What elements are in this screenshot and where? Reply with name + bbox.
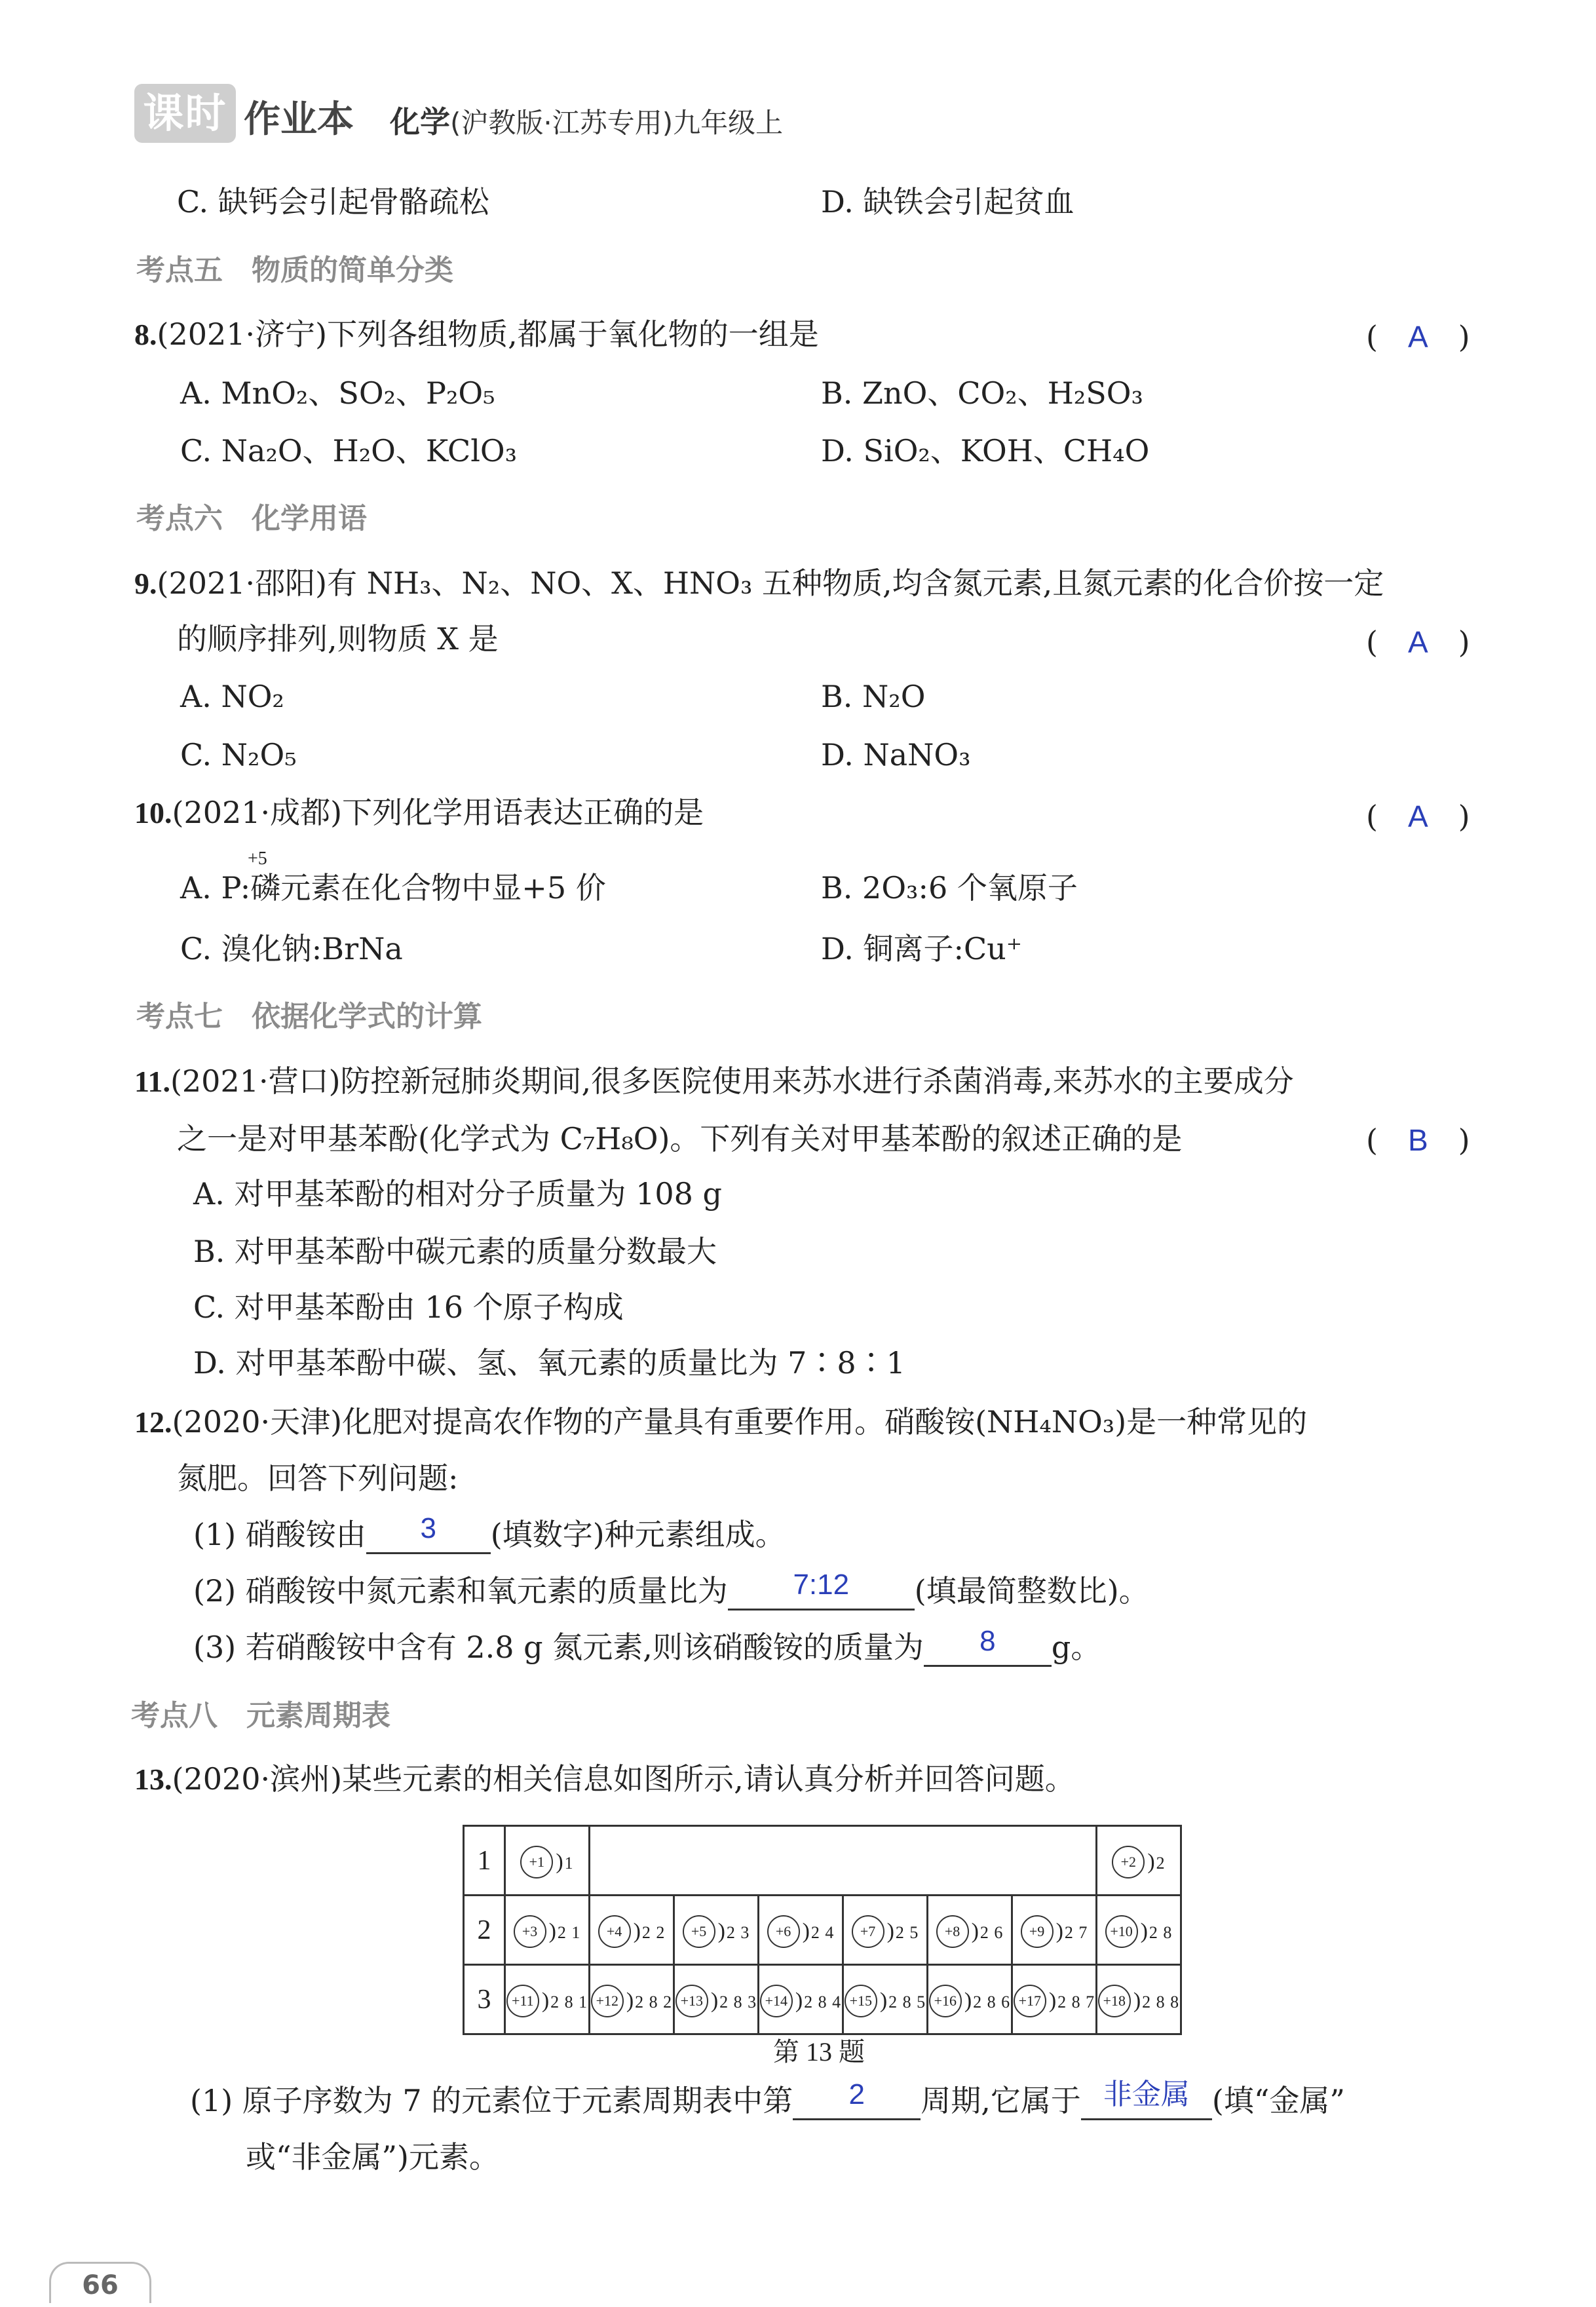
atom-structure-diagram	[767, 1915, 835, 1948]
section-6-heading: 考点六 化学用语	[136, 502, 367, 535]
nucleus-charge: +16	[929, 1985, 962, 2017]
nucleus-charge: +6	[767, 1915, 800, 1948]
q10-answer: A	[1407, 799, 1428, 833]
q13-part1-pre: (1) 原子序数为 7 的元素位于元素周期表中第	[190, 2083, 793, 2118]
atom-structure-diagram	[506, 1985, 588, 2017]
q12-part1-post: (填数字)种元素组成。	[490, 1517, 786, 1552]
q12-part3-post: g。	[1051, 1630, 1101, 1665]
element-cell	[674, 1896, 759, 1965]
element-cell	[590, 1965, 674, 2034]
q8-option-d: D. SiO₂、KOH、CH₄O	[821, 433, 1150, 468]
q13-part1-line2: 或“非金属”)元素。	[246, 2139, 499, 2175]
q12-part1-blank[interactable]	[366, 1512, 491, 1554]
electron-shells: ) 1	[556, 1850, 573, 1875]
atom-structure-diagram	[1014, 1985, 1095, 2017]
q9-option-a: A. NO₂	[180, 679, 284, 714]
element-cell	[928, 1965, 1012, 2034]
q13-text: (2020·滨州)某些元素的相关信息如图所示,请认真分析并回答问题。	[172, 1761, 1075, 1797]
atom-structure-diagram	[675, 1985, 757, 2017]
nucleus-charge: +12	[591, 1985, 624, 2017]
q13-number: 13.	[134, 1763, 172, 1796]
element-cell	[843, 1965, 928, 2034]
q9-option-b: B. N₂O	[821, 679, 926, 714]
electron-shells: ) 2 8 6	[964, 1989, 1010, 2013]
q13-part1	[190, 2078, 1345, 2120]
q12-part3-answer: 8	[979, 1625, 996, 1657]
atom-structure-diagram	[1098, 1985, 1179, 2017]
empty-span	[590, 1826, 1097, 1896]
nucleus-charge: +18	[1098, 1985, 1131, 2017]
q11-stem-line2: 之一是对甲基苯酚(化学式为 C₇H₈O)。下列有关对甲基苯酚的叙述正确的是	[177, 1121, 1183, 1156]
q8-option-b: B. ZnO、CO₂、H₂SO₃	[821, 375, 1143, 411]
nucleus-charge: +8	[936, 1915, 969, 1948]
q12-stem-line1	[134, 1402, 1307, 1442]
q7-option-d: D. 缺铁会引起贫血	[821, 184, 1074, 219]
element-cell	[1012, 1896, 1097, 1965]
q10-valence-mark: +5	[248, 848, 267, 869]
q8-answer: A	[1407, 320, 1428, 354]
atom-structure-diagram	[683, 1915, 750, 1948]
q11-number: 11.	[134, 1065, 170, 1098]
q12-part1-answer: 3	[420, 1512, 437, 1544]
q13-part1-post: (填“金属”	[1211, 2083, 1345, 2118]
period-row	[464, 1965, 1181, 2034]
atom-structure-diagram	[1112, 1846, 1165, 1878]
q12-part3-blank[interactable]	[924, 1625, 1052, 1667]
q13-part1-blank2[interactable]	[1081, 2078, 1212, 2120]
series-logo: 课时	[134, 84, 236, 143]
element-cell	[505, 1826, 590, 1896]
q10-option-b: B. 2O₃:6 个氧原子	[821, 870, 1078, 906]
q13-part1-answer1: 2	[848, 2078, 865, 2110]
q13-part1-mid: 周期,它属于	[921, 2083, 1081, 2118]
nucleus-charge: +5	[683, 1915, 715, 1948]
period-row	[464, 1896, 1181, 1965]
q9-answer-box: ( A )	[1366, 624, 1470, 660]
atom-structure-diagram	[845, 1985, 926, 2017]
q12-stem-line2: 氮肥。回答下列问题:	[177, 1460, 459, 1496]
electron-shells: ) 2 1	[549, 1919, 581, 1944]
section-7-heading: 考点七 依据化学式的计算	[136, 1000, 482, 1033]
electron-shells: ) 2 6	[972, 1919, 1004, 1944]
q12-part2-post: (填最简整数比)。	[914, 1573, 1149, 1609]
q8-text: (2021·济宁)下列各组物质,都属于氧化物的一组是	[157, 316, 819, 352]
q11-option-c: C. 对甲基苯酚由 16 个原子构成	[193, 1289, 624, 1325]
electron-shells: ) 2 5	[887, 1919, 919, 1944]
electron-shells: ) 2 3	[718, 1919, 750, 1944]
element-cell	[1097, 1826, 1181, 1896]
q9-number: 9.	[134, 567, 157, 600]
electron-shells: ) 2 7	[1056, 1919, 1088, 1944]
q11-answer: B	[1407, 1123, 1428, 1157]
q13-part1-blank1[interactable]	[793, 2078, 921, 2120]
atom-structure-diagram	[514, 1915, 581, 1948]
electron-shells: ) 2 8 1	[542, 1989, 588, 2013]
q12-number: 12.	[134, 1405, 172, 1439]
element-cell	[1097, 1965, 1181, 2034]
nucleus-charge: +4	[598, 1915, 631, 1948]
q12-part1-pre: (1) 硝酸铵由	[193, 1517, 366, 1552]
element-cell	[1012, 1965, 1097, 2034]
q10-stem	[134, 793, 704, 833]
electron-shells: ) 2	[1147, 1850, 1165, 1875]
q11-answer-box: ( B )	[1366, 1122, 1470, 1158]
q9-text: (2021·邵阳)有 NH₃、N₂、NO、X、HNO₃ 五种物质,均含氮元素,且氮元素的化合价按一定	[157, 565, 1384, 601]
atom-structure-diagram	[760, 1985, 841, 2017]
q7-option-c: C. 缺钙会引起骨骼疏松	[177, 184, 489, 219]
atom-structure-diagram	[1105, 1915, 1173, 1948]
q8-number: 8.	[134, 318, 157, 351]
q8-option-a: A. MnO₂、SO₂、P₂O₅	[180, 375, 495, 411]
q8-answer-box: ( A )	[1366, 319, 1470, 354]
period-label: 3	[464, 1965, 505, 2034]
period-label: 2	[464, 1896, 505, 1965]
page-number: 66	[49, 2262, 151, 2303]
q13-stem	[134, 1759, 1075, 1799]
q11-stem-line1	[134, 1061, 1294, 1101]
periodic-table-figure	[463, 1825, 1182, 2035]
element-cell	[843, 1896, 928, 1965]
element-cell	[505, 1965, 590, 2034]
q9-stem-line1	[134, 563, 1384, 603]
section-8-heading: 考点八 元素周期表	[131, 1699, 390, 1732]
q12-part2-pre: (2) 硝酸铵中氮元素和氧元素的质量比为	[193, 1573, 728, 1609]
q12-part2-blank[interactable]	[728, 1569, 915, 1611]
electron-shells: ) 2 8 3	[711, 1989, 757, 2013]
section-5-heading: 考点五 物质的简单分类	[136, 254, 453, 287]
nucleus-charge: +9	[1021, 1915, 1054, 1948]
electron-shells: ) 2 8 8	[1133, 1989, 1179, 2013]
subject-label: 化学	[390, 104, 450, 140]
q9-option-c: C. N₂O₅	[180, 737, 297, 772]
nucleus-charge: +11	[506, 1985, 539, 2017]
q10-option-a: A. P:磷元素在化合物中显+5 价	[180, 870, 606, 906]
q12-part2	[193, 1571, 1149, 1611]
electron-shells: ) 2 8	[1141, 1919, 1173, 1944]
edition-label: (沪教版·江苏专用)九年级上	[450, 107, 784, 139]
element-cell	[505, 1896, 590, 1965]
q10-text: (2021·成都)下列化学用语表达正确的是	[172, 795, 704, 830]
atom-structure-diagram	[520, 1846, 573, 1878]
element-cell	[674, 1965, 759, 2034]
q9-stem-line2: 的顺序排列,则物质 X 是	[177, 621, 499, 657]
atom-structure-diagram	[598, 1915, 666, 1948]
electron-shells: ) 2 8 5	[880, 1989, 926, 2013]
nucleus-charge: +14	[760, 1985, 793, 2017]
nucleus-charge: +7	[852, 1915, 884, 1948]
q11-text: (2021·营口)防控新冠肺炎期间,很多医院使用来苏水进行杀菌消毒,来苏水的主要成分	[170, 1063, 1294, 1099]
q12-part3-pre: (3) 若硝酸铵中含有 2.8 g 氮元素,则该硝酸铵的质量为	[193, 1630, 924, 1665]
q13-part1-answer2: 非金属	[1103, 2078, 1190, 2110]
q12-part2-answer: 7:12	[793, 1569, 850, 1601]
atom-structure-diagram	[852, 1915, 919, 1948]
nucleus-charge: +10	[1105, 1915, 1138, 1948]
q10-option-d: D. 铜离子:Cu⁺	[821, 931, 1023, 966]
nucleus-charge: +13	[675, 1985, 708, 2017]
element-cell	[1097, 1896, 1181, 1965]
q10-number: 10.	[134, 796, 172, 829]
period-label: 1	[464, 1826, 505, 1896]
electron-shells: ) 2 4	[803, 1919, 835, 1944]
book-subject	[390, 98, 783, 142]
q11-option-d: D. 对甲基苯酚中碳、氢、氧元素的质量比为 7∶8∶1	[193, 1345, 905, 1381]
q12-part1	[193, 1512, 786, 1554]
electron-shells: ) 2 8 7	[1049, 1989, 1095, 2013]
q11-option-b: B. 对甲基苯酚中碳元素的质量分数最大	[193, 1234, 717, 1269]
nucleus-charge: +2	[1112, 1846, 1145, 1878]
q10-option-c: C. 溴化钠:BrNa	[180, 931, 403, 966]
electron-shells: ) 2 2	[634, 1919, 666, 1944]
nucleus-charge: +1	[520, 1846, 553, 1878]
q12-part3	[193, 1625, 1101, 1667]
electron-shells: ) 2 8 2	[626, 1989, 672, 2013]
q8-option-c: C. Na₂O、H₂O、KClO₃	[180, 433, 518, 468]
q11-option-a: A. 对甲基苯酚的相对分子质量为 108 g	[193, 1176, 722, 1211]
element-cell	[590, 1896, 674, 1965]
atom-structure-diagram	[1021, 1915, 1088, 1948]
element-cell	[928, 1896, 1012, 1965]
figure-caption: 第 13 题	[773, 2037, 865, 2067]
atom-structure-diagram	[929, 1985, 1010, 2017]
atom-structure-diagram	[591, 1985, 672, 2017]
nucleus-charge: +3	[514, 1915, 546, 1948]
nucleus-charge: +15	[845, 1985, 877, 2017]
nucleus-charge: +17	[1014, 1985, 1046, 2017]
q8-stem	[134, 315, 819, 354]
series-title: 作业本	[244, 98, 354, 141]
period-row	[464, 1826, 1181, 1896]
q12-text: (2020·天津)化肥对提高农作物的产量具有重要作用。硝酸铵(NH₄NO₃)是一种常见的	[172, 1404, 1308, 1439]
electron-shells: ) 2 8 4	[795, 1989, 841, 2013]
q9-option-d: D. NaNO₃	[821, 737, 971, 772]
element-cell	[759, 1896, 843, 1965]
element-cell	[759, 1965, 843, 2034]
atom-structure-diagram	[936, 1915, 1004, 1948]
q9-answer: A	[1407, 625, 1428, 659]
q10-answer-box: ( A )	[1366, 799, 1470, 834]
